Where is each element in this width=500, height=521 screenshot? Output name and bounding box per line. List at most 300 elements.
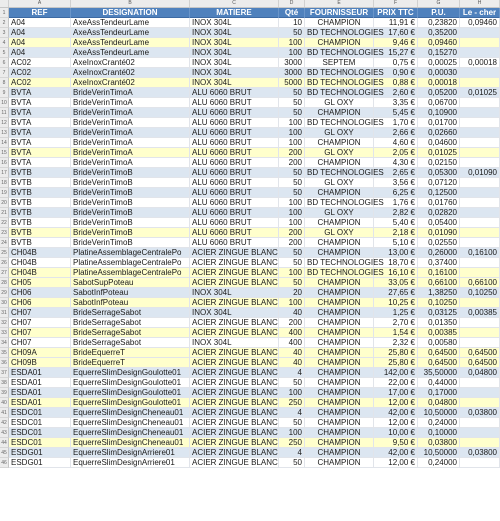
- cell-le-cher[interactable]: [460, 268, 500, 278]
- cell-designation[interactable]: EquerreSlimDesignGoulotte01: [71, 378, 190, 388]
- cell-pu[interactable]: 0,02550: [418, 238, 460, 248]
- header-fournisseur[interactable]: FOURNISSEUR: [305, 8, 374, 18]
- row-number[interactable]: 27: [0, 268, 9, 278]
- cell-designation[interactable]: AxeAssTendeurLame: [71, 18, 190, 28]
- row-number[interactable]: 3: [0, 28, 9, 38]
- cell-matiere[interactable]: INOX 304L: [190, 68, 279, 78]
- row-number[interactable]: 31: [0, 308, 9, 318]
- cell-fournisseur[interactable]: CHAMPION: [305, 388, 374, 398]
- cell-prix-ttc[interactable]: 0,88 €: [374, 78, 418, 88]
- cell-matiere[interactable]: ALU 6060 BRUT: [190, 198, 279, 208]
- cell-le-cher[interactable]: [460, 108, 500, 118]
- cell-le-cher[interactable]: [460, 318, 500, 328]
- cell-matiere[interactable]: ALU 6060 BRUT: [190, 208, 279, 218]
- cell-prix-ttc[interactable]: 4,60 €: [374, 138, 418, 148]
- cell-pu[interactable]: 0,05200: [418, 88, 460, 98]
- row-number[interactable]: 16: [0, 158, 9, 168]
- cell-fournisseur[interactable]: GL OXY: [305, 128, 374, 138]
- cell-ref[interactable]: CH07: [9, 328, 71, 338]
- cell-qte[interactable]: 3000: [279, 58, 305, 68]
- cell-prix-ttc[interactable]: 5,45 €: [374, 108, 418, 118]
- cell-prix-ttc[interactable]: 10,00 €: [374, 428, 418, 438]
- cell-matiere[interactable]: ALU 6060 BRUT: [190, 148, 279, 158]
- row-number[interactable]: 42: [0, 418, 9, 428]
- cell-matiere[interactable]: INOX 304L: [190, 308, 279, 318]
- cell-qte[interactable]: 200: [279, 148, 305, 158]
- cell-matiere[interactable]: INOX 304L: [190, 48, 279, 58]
- cell-matiere[interactable]: INOX 304L: [190, 338, 279, 348]
- cell-designation[interactable]: BrideVerinTimoA: [71, 88, 190, 98]
- select-all-corner[interactable]: [0, 0, 9, 7]
- cell-fournisseur[interactable]: CHAMPION: [305, 428, 374, 438]
- cell-fournisseur[interactable]: CHAMPION: [305, 448, 374, 458]
- cell-le-cher[interactable]: 0,64500: [460, 348, 500, 358]
- cell-matiere[interactable]: ACIER ZINGUE BLANC: [192, 258, 278, 267]
- cell-le-cher[interactable]: [460, 428, 500, 438]
- cell-pu[interactable]: 0,07120: [418, 178, 460, 188]
- row-number[interactable]: 13: [0, 128, 9, 138]
- cell-le-cher[interactable]: [460, 238, 500, 248]
- cell-designation[interactable]: BrideVerinTimoA: [71, 118, 190, 128]
- row-number[interactable]: 43: [0, 428, 9, 438]
- cell-designation[interactable]: AxeAssTendeurLame: [71, 28, 190, 38]
- cell-le-cher[interactable]: [460, 138, 500, 148]
- row-number[interactable]: 41: [0, 408, 9, 418]
- cell-prix-ttc[interactable]: 4,30 €: [374, 158, 418, 168]
- cell-le-cher[interactable]: [460, 118, 500, 128]
- cell-designation[interactable]: BrideVerinTimoB: [71, 188, 190, 198]
- cell-le-cher[interactable]: [460, 438, 500, 448]
- cell-fournisseur[interactable]: CHAMPION: [305, 408, 374, 418]
- cell-qte[interactable]: 50: [279, 178, 305, 188]
- cell-prix-ttc[interactable]: 2,05 €: [374, 148, 418, 158]
- cell-pu[interactable]: 0,03125: [418, 308, 460, 318]
- cell-qte[interactable]: 50: [279, 88, 305, 98]
- cell-qte[interactable]: 250: [279, 438, 305, 448]
- cell-le-cher[interactable]: 0,00018: [460, 58, 500, 68]
- row-number[interactable]: 17: [0, 168, 9, 178]
- cell-le-cher[interactable]: 0,10250: [460, 288, 500, 298]
- cell-qte[interactable]: 4: [279, 368, 305, 378]
- cell-pu[interactable]: 0,01760: [418, 198, 460, 208]
- cell-qte[interactable]: 100: [279, 428, 305, 438]
- cell-fournisseur[interactable]: BD TECHNOLOGIES: [307, 118, 384, 127]
- cell-matiere[interactable]: ACIER ZINGUE BLANC: [192, 378, 278, 387]
- cell-fournisseur[interactable]: BD TECHNOLOGIES: [307, 88, 384, 97]
- cell-designation[interactable]: EquerreSlimDesignCheneau01: [71, 418, 190, 428]
- cell-qte[interactable]: 100: [279, 218, 305, 228]
- cell-matiere[interactable]: ACIER ZINGUE BLANC: [192, 418, 278, 427]
- cell-ref[interactable]: BVTA: [9, 158, 71, 168]
- cell-fournisseur[interactable]: GL OXY: [305, 98, 374, 108]
- cell-matiere[interactable]: INOX 304L: [190, 288, 279, 298]
- cell-prix-ttc[interactable]: 3,56 €: [374, 178, 418, 188]
- cell-le-cher[interactable]: 0,09460: [460, 18, 500, 28]
- cell-matiere[interactable]: ACIER ZINGUE BLANC: [192, 428, 278, 437]
- cell-le-cher[interactable]: 0,00385: [460, 308, 500, 318]
- cell-qte[interactable]: 100: [279, 38, 305, 48]
- cell-le-cher[interactable]: [460, 298, 500, 308]
- cell-designation[interactable]: EquerreSlimDesignCheneau01: [71, 438, 190, 448]
- row-number[interactable]: 30: [0, 298, 9, 308]
- cell-prix-ttc[interactable]: 6,25 €: [374, 188, 418, 198]
- row-number[interactable]: 45: [0, 448, 9, 458]
- cell-ref[interactable]: ESDC01: [9, 438, 71, 448]
- cell-prix-ttc[interactable]: 10,25 €: [374, 298, 418, 308]
- column-letter[interactable]: G: [418, 0, 460, 7]
- cell-pu[interactable]: 10,50000: [418, 408, 460, 418]
- cell-fournisseur[interactable]: CHAMPION: [305, 338, 374, 348]
- cell-pu[interactable]: 0,02150: [418, 158, 460, 168]
- cell-le-cher[interactable]: [460, 28, 500, 38]
- cell-designation[interactable]: BrideEquerreT: [71, 358, 190, 368]
- cell-qte[interactable]: 400: [279, 338, 305, 348]
- cell-qte[interactable]: 20: [279, 288, 305, 298]
- cell-prix-ttc[interactable]: 11,91 €: [374, 18, 418, 28]
- cell-designation[interactable]: BrideSerrageSabot: [71, 328, 190, 338]
- cell-fournisseur[interactable]: CHAMPION: [305, 38, 374, 48]
- row-number[interactable]: 22: [0, 218, 9, 228]
- cell-pu[interactable]: 0,15270: [418, 48, 460, 58]
- cell-qte[interactable]: 100: [279, 198, 305, 208]
- cell-matiere[interactable]: ACIER ZINGUE BLANC: [192, 438, 278, 447]
- cell-matiere[interactable]: ACIER ZINGUE BLANC: [192, 458, 278, 467]
- cell-pu[interactable]: 0,04600: [418, 138, 460, 148]
- cell-qte[interactable]: 250: [279, 398, 305, 408]
- cell-prix-ttc[interactable]: 5,10 €: [374, 238, 418, 248]
- cell-ref[interactable]: BVTB: [9, 198, 71, 208]
- cell-fournisseur[interactable]: BD TECHNOLOGIES: [307, 48, 384, 57]
- cell-le-cher[interactable]: 0,03800: [460, 448, 500, 458]
- cell-prix-ttc[interactable]: 2,60 €: [374, 88, 418, 98]
- cell-fournisseur[interactable]: CHAMPION: [305, 458, 374, 468]
- cell-ref[interactable]: CH09A: [9, 348, 71, 358]
- cell-prix-ttc[interactable]: 12,00 €: [374, 458, 418, 468]
- cell-matiere[interactable]: ACIER ZINGUE BLANC: [192, 358, 278, 367]
- cell-le-cher[interactable]: 0,64500: [460, 358, 500, 368]
- cell-designation[interactable]: BrideVerinTimoB: [71, 168, 190, 178]
- cell-designation[interactable]: BrideSerrageSabot: [71, 308, 190, 318]
- cell-prix-ttc[interactable]: 1,25 €: [374, 308, 418, 318]
- cell-qte[interactable]: 50: [279, 378, 305, 388]
- cell-fournisseur[interactable]: CHAMPION: [305, 398, 374, 408]
- cell-matiere[interactable]: ALU 6060 BRUT: [190, 228, 279, 238]
- cell-ref[interactable]: CH07: [9, 318, 71, 328]
- cell-qte[interactable]: 50: [279, 188, 305, 198]
- cell-qte[interactable]: 200: [279, 318, 305, 328]
- cell-qte[interactable]: 50: [279, 258, 305, 268]
- cell-qte[interactable]: 3000: [279, 68, 305, 78]
- cell-qte[interactable]: 40: [279, 348, 305, 358]
- cell-designation[interactable]: AxeInoxCranté02: [71, 68, 190, 78]
- cell-le-cher[interactable]: 0,16100: [460, 248, 500, 258]
- row-number[interactable]: 33: [0, 328, 9, 338]
- cell-designation[interactable]: BrideVerinTimoB: [71, 218, 190, 228]
- row-number[interactable]: 38: [0, 378, 9, 388]
- cell-pu[interactable]: 0,06700: [418, 98, 460, 108]
- cell-prix-ttc[interactable]: 12,00 €: [374, 418, 418, 428]
- cell-designation[interactable]: BrideVerinTimoB: [71, 238, 190, 248]
- cell-prix-ttc[interactable]: 2,66 €: [374, 128, 418, 138]
- cell-designation[interactable]: SabotSupPoteau: [71, 278, 190, 288]
- cell-qte[interactable]: 100: [279, 138, 305, 148]
- cell-matiere[interactable]: ACIER ZINGUE BLANC: [192, 348, 278, 357]
- cell-designation[interactable]: BrideVerinTimoB: [71, 228, 190, 238]
- cell-qte[interactable]: 50: [279, 98, 305, 108]
- cell-matiere[interactable]: ALU 6060 BRUT: [190, 168, 279, 178]
- cell-fournisseur[interactable]: CHAMPION: [305, 368, 374, 378]
- row-number[interactable]: 1: [0, 8, 9, 18]
- cell-designation[interactable]: BrideVerinTimoB: [71, 178, 190, 188]
- cell-ref[interactable]: A04: [9, 48, 71, 58]
- cell-le-cher[interactable]: 0,01090: [460, 168, 500, 178]
- cell-fournisseur[interactable]: BD TECHNOLOGIES: [307, 28, 384, 37]
- header-matiere[interactable]: MATIERE: [190, 8, 279, 18]
- cell-designation[interactable]: BrideSerrageSabot: [71, 338, 190, 348]
- cell-designation[interactable]: BrideVerinTimoA: [71, 138, 190, 148]
- cell-ref[interactable]: BVTB: [9, 168, 71, 178]
- cell-le-cher[interactable]: 0,03800: [460, 408, 500, 418]
- cell-prix-ttc[interactable]: 5,40 €: [374, 218, 418, 228]
- cell-ref[interactable]: CH07: [9, 338, 71, 348]
- cell-matiere[interactable]: ACIER ZINGUE BLANC: [192, 328, 278, 337]
- cell-ref[interactable]: CH04B: [9, 268, 71, 278]
- cell-le-cher[interactable]: [460, 218, 500, 228]
- cell-fournisseur[interactable]: GL OXY: [305, 228, 374, 238]
- cell-pu[interactable]: 0,35200: [418, 28, 460, 38]
- cell-qte[interactable]: 50: [279, 278, 305, 288]
- row-number[interactable]: 2: [0, 18, 9, 28]
- cell-pu[interactable]: 0,00025: [418, 58, 460, 68]
- cell-ref[interactable]: ESDG01: [9, 458, 71, 468]
- cell-fournisseur[interactable]: CHAMPION: [305, 108, 374, 118]
- cell-prix-ttc[interactable]: 18,70 €: [374, 258, 418, 268]
- cell-fournisseur[interactable]: CHAMPION: [305, 318, 374, 328]
- cell-qte[interactable]: 40: [279, 308, 305, 318]
- cell-le-cher[interactable]: [460, 198, 500, 208]
- cell-ref[interactable]: ESDA01: [9, 398, 71, 408]
- cell-ref[interactable]: ESDC01: [9, 428, 71, 438]
- header-pu[interactable]: P.U.: [418, 8, 460, 18]
- cell-qte[interactable]: 40: [279, 358, 305, 368]
- row-number[interactable]: 4: [0, 38, 9, 48]
- cell-ref[interactable]: CH09B: [9, 358, 71, 368]
- row-number[interactable]: 7: [0, 68, 9, 78]
- cell-le-cher[interactable]: [460, 178, 500, 188]
- header-ref[interactable]: REF: [9, 8, 71, 18]
- cell-designation[interactable]: SabotInfPoteau: [71, 298, 190, 308]
- cell-pu[interactable]: 0,00580: [418, 338, 460, 348]
- cell-ref[interactable]: CH04B: [9, 248, 71, 258]
- cell-matiere[interactable]: ALU 6060 BRUT: [190, 158, 279, 168]
- cell-designation[interactable]: BrideVerinTimoA: [71, 108, 190, 118]
- cell-prix-ttc[interactable]: 2,32 €: [374, 338, 418, 348]
- cell-le-cher[interactable]: [460, 68, 500, 78]
- cell-qte[interactable]: 100: [279, 118, 305, 128]
- cell-fournisseur[interactable]: BD TECHNOLOGIES: [307, 68, 384, 77]
- cell-pu[interactable]: 0,02660: [418, 128, 460, 138]
- cell-ref[interactable]: ESDG01: [9, 448, 71, 458]
- row-number[interactable]: 46: [0, 458, 9, 468]
- cell-prix-ttc[interactable]: 2,18 €: [374, 228, 418, 238]
- cell-fournisseur[interactable]: BD TECHNOLOGIES: [307, 198, 384, 207]
- cell-prix-ttc[interactable]: 1,54 €: [374, 328, 418, 338]
- cell-fournisseur[interactable]: CHAMPION: [305, 298, 374, 308]
- cell-designation[interactable]: BrideVerinTimoB: [71, 208, 190, 218]
- cell-pu[interactable]: 0,64500: [418, 358, 460, 368]
- cell-designation[interactable]: PlatineAssemblageCentralePo: [71, 248, 190, 258]
- cell-pu[interactable]: 0,17000: [418, 388, 460, 398]
- cell-pu[interactable]: 10,50000: [418, 448, 460, 458]
- cell-fournisseur[interactable]: CHAMPION: [305, 358, 374, 368]
- cell-ref[interactable]: A04: [9, 38, 71, 48]
- cell-ref[interactable]: BVTB: [9, 228, 71, 238]
- cell-prix-ttc[interactable]: 142,00 €: [374, 368, 418, 378]
- cell-qte[interactable]: 100: [279, 208, 305, 218]
- row-number[interactable]: 23: [0, 228, 9, 238]
- cell-fournisseur[interactable]: SEPTEM: [305, 58, 374, 68]
- cell-ref[interactable]: CH06: [9, 298, 71, 308]
- row-number[interactable]: 25: [0, 248, 9, 258]
- cell-designation[interactable]: AxeAssTendeurLame: [71, 48, 190, 58]
- cell-ref[interactable]: ESDC01: [9, 418, 71, 428]
- cell-qte[interactable]: 50: [279, 108, 305, 118]
- cell-ref[interactable]: ESDA01: [9, 388, 71, 398]
- cell-designation[interactable]: EquerreSlimDesignCheneau01: [71, 408, 190, 418]
- cell-fournisseur[interactable]: CHAMPION: [305, 328, 374, 338]
- cell-pu[interactable]: 0,05400: [418, 218, 460, 228]
- cell-pu[interactable]: 0,23820: [418, 18, 460, 28]
- cell-ref[interactable]: CH07: [9, 308, 71, 318]
- cell-pu[interactable]: 1,38250: [418, 288, 460, 298]
- cell-pu[interactable]: 0,66100: [418, 278, 460, 288]
- cell-pu[interactable]: 0,05300: [418, 168, 460, 178]
- row-number[interactable]: 15: [0, 148, 9, 158]
- cell-qte[interactable]: 200: [279, 238, 305, 248]
- row-number[interactable]: 32: [0, 318, 9, 328]
- cell-prix-ttc[interactable]: 42,00 €: [374, 448, 418, 458]
- cell-designation[interactable]: AxeAssTendeurLame: [71, 38, 190, 48]
- cell-prix-ttc[interactable]: 17,00 €: [374, 388, 418, 398]
- cell-designation[interactable]: AxeInoxCranté02: [71, 78, 190, 88]
- cell-pu[interactable]: 0,01350: [418, 318, 460, 328]
- cell-ref[interactable]: BVTA: [9, 108, 71, 118]
- cell-le-cher[interactable]: [460, 48, 500, 58]
- cell-prix-ttc[interactable]: 9,50 €: [374, 438, 418, 448]
- header-prix-ttc[interactable]: PRIX TTC: [374, 8, 418, 18]
- cell-ref[interactable]: BVTA: [9, 128, 71, 138]
- cell-prix-ttc[interactable]: 16,10 €: [374, 268, 418, 278]
- column-letter[interactable]: C: [190, 0, 279, 7]
- cell-designation[interactable]: EquerreSlimDesignArriere01: [71, 448, 190, 458]
- cell-designation[interactable]: BrideVerinTimoB: [71, 198, 190, 208]
- cell-prix-ttc[interactable]: 2,65 €: [374, 168, 418, 178]
- cell-fournisseur[interactable]: CHAMPION: [305, 238, 374, 248]
- cell-ref[interactable]: ESDC01: [9, 408, 71, 418]
- cell-le-cher[interactable]: [460, 128, 500, 138]
- cell-matiere[interactable]: ACIER ZINGUE BLANC: [192, 298, 278, 307]
- cell-fournisseur[interactable]: CHAMPION: [305, 18, 374, 28]
- cell-ref[interactable]: BVTA: [9, 118, 71, 128]
- cell-ref[interactable]: BVTA: [9, 88, 71, 98]
- cell-matiere[interactable]: ACIER ZINGUE BLANC: [192, 368, 278, 377]
- cell-pu[interactable]: 0,64500: [418, 348, 460, 358]
- cell-le-cher[interactable]: [460, 328, 500, 338]
- cell-ref[interactable]: CH04B: [9, 258, 71, 268]
- cell-qte[interactable]: 100: [279, 298, 305, 308]
- cell-le-cher[interactable]: [460, 378, 500, 388]
- row-number[interactable]: 29: [0, 288, 9, 298]
- row-number[interactable]: 8: [0, 78, 9, 88]
- cell-pu[interactable]: 0,00385: [418, 328, 460, 338]
- cell-matiere[interactable]: INOX 304L: [190, 78, 279, 88]
- cell-qte[interactable]: 10: [279, 18, 305, 28]
- cell-qte[interactable]: 4: [279, 408, 305, 418]
- cell-ref[interactable]: BVTB: [9, 238, 71, 248]
- cell-fournisseur[interactable]: CHAMPION: [305, 418, 374, 428]
- cell-ref[interactable]: AC02: [9, 58, 71, 68]
- cell-designation[interactable]: BrideEquerreT: [71, 348, 190, 358]
- cell-qte[interactable]: 100: [279, 388, 305, 398]
- cell-le-cher[interactable]: [460, 148, 500, 158]
- cell-ref[interactable]: BVTA: [9, 138, 71, 148]
- cell-matiere[interactable]: INOX 304L: [190, 18, 279, 28]
- row-number[interactable]: 18: [0, 178, 9, 188]
- cell-le-cher[interactable]: [460, 98, 500, 108]
- cell-fournisseur[interactable]: BD TECHNOLOGIES: [307, 168, 384, 177]
- cell-matiere[interactable]: ALU 6060 BRUT: [190, 138, 279, 148]
- cell-prix-ttc[interactable]: 13,00 €: [374, 248, 418, 258]
- row-number[interactable]: 21: [0, 208, 9, 218]
- cell-pu[interactable]: 0,37400: [418, 258, 460, 268]
- row-number[interactable]: 10: [0, 98, 9, 108]
- cell-ref[interactable]: CH06: [9, 288, 71, 298]
- cell-fournisseur[interactable]: CHAMPION: [305, 218, 374, 228]
- cell-matiere[interactable]: ALU 6060 BRUT: [190, 188, 279, 198]
- cell-qte[interactable]: 100: [279, 128, 305, 138]
- cell-ref[interactable]: BVTB: [9, 178, 71, 188]
- row-number[interactable]: 5: [0, 48, 9, 58]
- cell-pu[interactable]: 0,09460: [418, 38, 460, 48]
- cell-prix-ttc[interactable]: 3,35 €: [374, 98, 418, 108]
- cell-matiere[interactable]: ACIER ZINGUE BLANC: [192, 388, 278, 397]
- cell-designation[interactable]: BrideSerrageSabot: [71, 318, 190, 328]
- cell-pu[interactable]: 0,10900: [418, 108, 460, 118]
- cell-pu[interactable]: 0,12500: [418, 188, 460, 198]
- cell-matiere[interactable]: ALU 6060 BRUT: [190, 218, 279, 228]
- cell-pu[interactable]: 0,26000: [418, 248, 460, 258]
- cell-designation[interactable]: EquerreSlimDesignGoulotte01: [71, 398, 190, 408]
- cell-designation[interactable]: BrideVerinTimoA: [71, 158, 190, 168]
- cell-qte[interactable]: 200: [279, 228, 305, 238]
- cell-qte[interactable]: 50: [279, 458, 305, 468]
- row-number[interactable]: 9: [0, 88, 9, 98]
- row-number[interactable]: 36: [0, 358, 9, 368]
- cell-ref[interactable]: BVTA: [9, 98, 71, 108]
- row-number[interactable]: 20: [0, 198, 9, 208]
- cell-prix-ttc[interactable]: 27,65 €: [374, 288, 418, 298]
- column-letter[interactable]: A: [9, 0, 71, 7]
- cell-matiere[interactable]: ACIER ZINGUE BLANC: [192, 448, 278, 457]
- cell-designation[interactable]: AxeInoxCranté02: [71, 58, 190, 68]
- cell-matiere[interactable]: ACIER ZINGUE BLANC: [192, 268, 278, 277]
- cell-pu[interactable]: 35,50000: [418, 368, 460, 378]
- cell-fournisseur[interactable]: GL OXY: [305, 178, 374, 188]
- cell-pu[interactable]: 0,16100: [418, 268, 460, 278]
- cell-qte[interactable]: 50: [279, 248, 305, 258]
- column-letter[interactable]: B: [71, 0, 190, 7]
- cell-ref[interactable]: BVTB: [9, 208, 71, 218]
